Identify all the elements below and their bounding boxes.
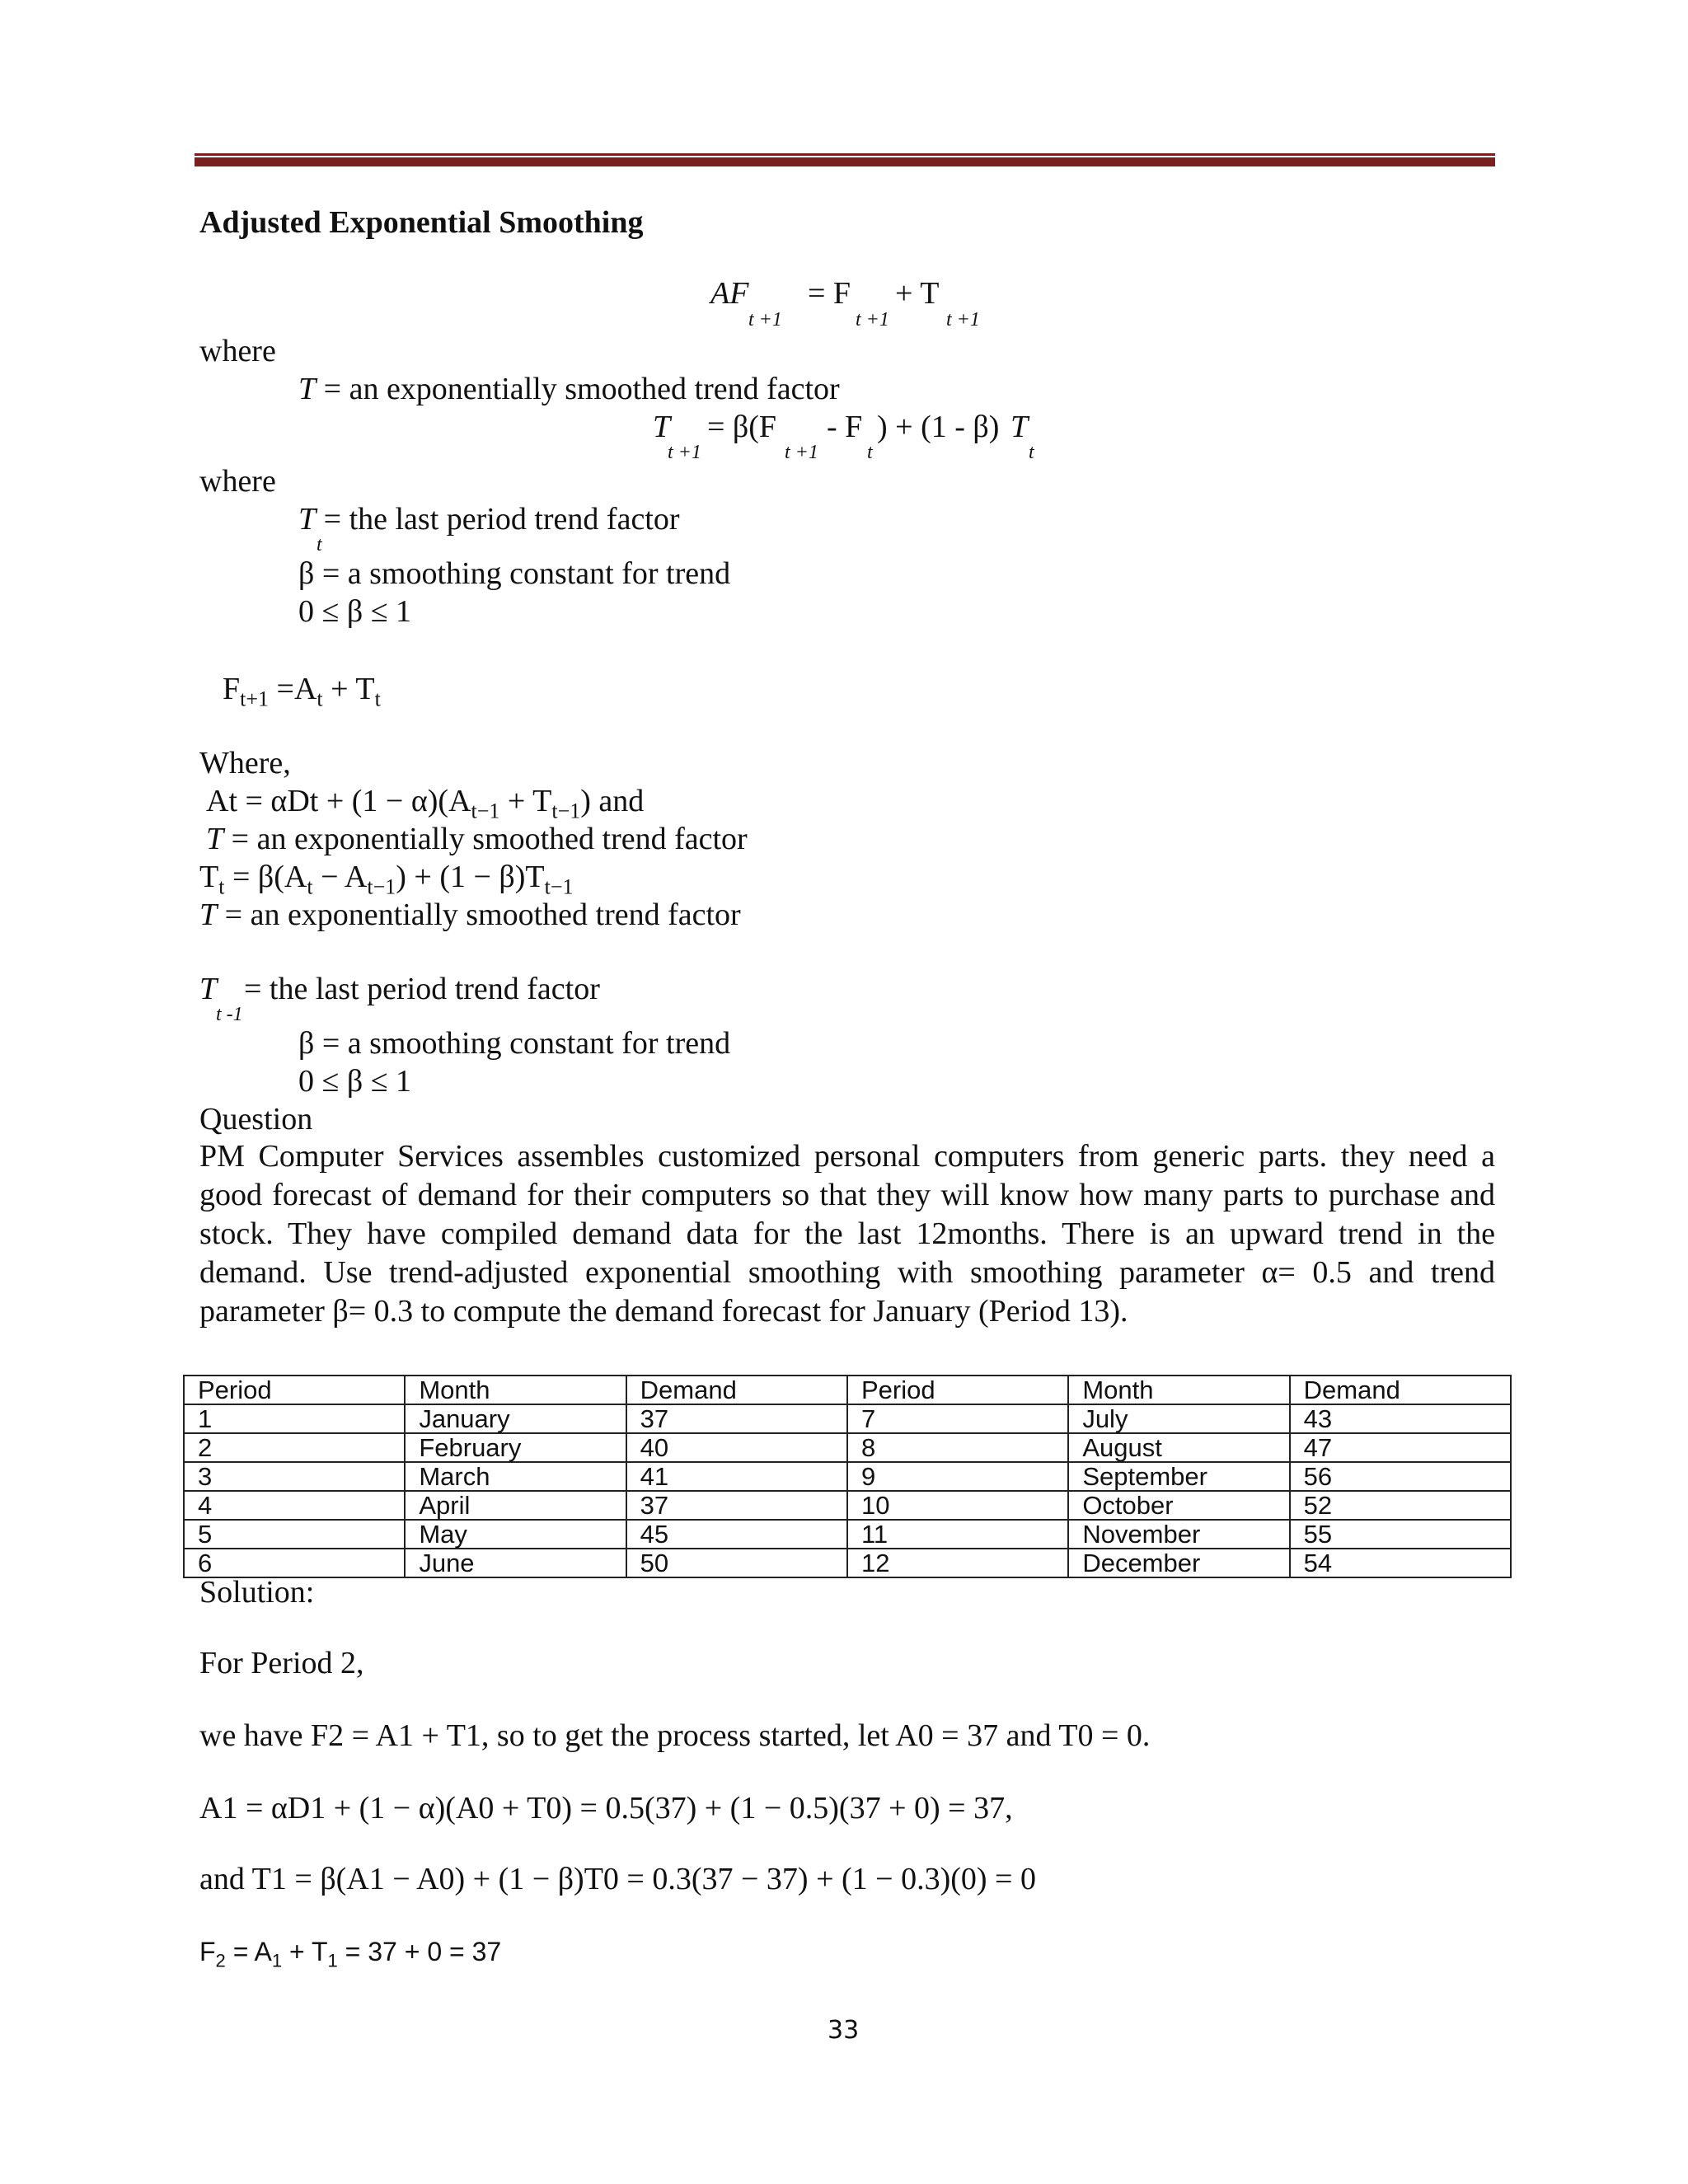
table-cell: December [1068,1549,1289,1577]
definition-trend-factor: T = an exponentially smoothed trend factor [199,898,741,932]
formula2-sub: t [1029,442,1034,463]
table-cell: Month [405,1376,626,1404]
solution-label: Solution: [199,1575,315,1610]
solution-line: we have F2 = A1 + T1, so to get the process started, let A0 = 37 and T0 = 0. [199,1718,1151,1753]
formula-sub: t +1 [748,309,782,330]
table-row [184,1520,1511,1549]
header-rule-thin [195,153,1495,156]
where-label: Where, [199,746,291,780]
at-equation: $At = \alpha Dt + (1 - \alpha)(A_{t-1} + T_{t-1})$ and [206,784,645,823]
table-cell: February [405,1433,626,1462]
definition-trend-factor: T = an exponentially smoothed trend factor [206,822,748,856]
question-label: Question [199,1102,313,1137]
formula2-minus: - F [827,410,863,444]
table-cell: 40 [626,1433,847,1462]
table-cell: January [405,1404,626,1433]
table-cell: November [1068,1520,1289,1549]
subscript-t: t [316,534,322,555]
table-cell: Period [184,1376,405,1404]
solution-line: and T1 = β(A1 − A0) + (1 − β)T0 = 0.3(37 − 37) + (1 − 0.3)(0) = 0 [199,1862,1036,1896]
table-cell: 47 [1290,1433,1511,1462]
table-cell: 5 [184,1520,405,1549]
formula2-sub: t +1 [668,442,701,463]
table-cell: September [1068,1462,1289,1491]
table-cell: 12 [847,1549,1068,1577]
formula-sub: t +1 [856,309,889,330]
table-cell: 45 [626,1520,847,1549]
table-cell: 55 [1290,1520,1511,1549]
table-row [184,1491,1511,1520]
table-row [184,1404,1511,1433]
table-cell: March [405,1462,626,1491]
table-row [184,1549,1511,1577]
table-cell: 6 [184,1549,405,1577]
table-cell: April [405,1491,626,1520]
beta-range: 0 ≤ β ≤ 1 [298,594,412,629]
table-cell: 3 [184,1462,405,1491]
solution-forecast-f2: $F_2 = A_1 + T_1 = 37 + 0 = 37$ [199,1937,502,1971]
tt-equation: $T_t = \beta(A_t - A_{t-1}) + (1 - \beta)T_{t-1}$ [199,860,574,899]
formula-sub: t +1 [946,309,980,330]
table-row [184,1462,1511,1491]
question-text: PM Computer Services assembles customized personal computers from generic parts. they need a good forecast of demand for their computers so that they will know how many parts to purchase and stock. They have compiled demand data for the last 12months. There is an upward trend in the demand. Use trend-adjusted exponential smoothing with smoothing parameter α= 0.5 and trend parameter β= 0.3 to compute the demand forecast for January (Period 13). [199,1139,1495,1329]
table-cell: 2 [184,1433,405,1462]
formula2-rest: ) + (1 - β) [877,410,1000,444]
page-number: 33 [828,2016,860,2045]
table-cell: Demand [626,1376,847,1404]
formula2-t: T [653,410,671,444]
table-cell: August [1068,1433,1289,1462]
table-header-row [184,1376,1511,1404]
definition-trend-factor: T = an exponentially smoothed trend factor [298,372,840,406]
table-cell: 11 [847,1520,1068,1549]
table-cell: 9 [847,1462,1068,1491]
table-cell: Period [847,1376,1068,1404]
formula2-t2: T [1010,410,1029,444]
table-cell: October [1068,1491,1289,1520]
table-cell: 54 [1290,1549,1511,1577]
table-cell: July [1068,1404,1289,1433]
table-row [184,1433,1511,1462]
table-cell: 41 [626,1462,847,1491]
solution-period-2: For Period 2, [199,1646,364,1680]
demand-table [183,1375,1512,1578]
table-cell: 7 [847,1404,1068,1433]
where-label: where [199,334,276,368]
table-cell: 8 [847,1433,1068,1462]
table-cell: May [405,1520,626,1549]
formula-eq-f: = F [808,276,851,311]
beta-range: 0 ≤ β ≤ 1 [298,1064,412,1099]
table-cell: 10 [847,1491,1068,1520]
where-label: where [199,464,276,499]
definition-last-trend: T = the last period trend factor [298,502,680,537]
section-heading: Adjusted Exponential Smoothing [199,205,644,240]
table-cell: Month [1068,1376,1289,1404]
definition-beta: β = a smoothing constant for trend [298,1026,731,1061]
solution-line: A1 = αD1 + (1 − α)(A0 + T0) = 0.5(37) + (1 − 0.5)(37 + 0) = 37, [199,1791,1013,1825]
formula2-sub: t [867,442,873,463]
header-rule-thick [195,157,1495,166]
formula-af: AF [710,276,749,311]
definition-beta: β = a smoothing constant for trend [298,556,731,591]
table-cell: 1 [184,1404,405,1433]
formula2-sub: t +1 [785,442,818,463]
formula2-eq: = β(F [707,410,777,444]
table-cell: Demand [1290,1376,1511,1404]
table-cell: 56 [1290,1462,1511,1491]
table-cell: 43 [1290,1404,1511,1433]
formula-plus-t: + T [895,276,940,311]
table-cell: June [405,1549,626,1577]
forecast-equation: $F_{t+1} =A_t + T_t$ [223,672,381,711]
table-cell: 50 [626,1549,847,1577]
table-cell: 37 [626,1404,847,1433]
table-cell: 37 [626,1491,847,1520]
table-cell: 4 [184,1491,405,1520]
table-cell: 52 [1290,1491,1511,1520]
